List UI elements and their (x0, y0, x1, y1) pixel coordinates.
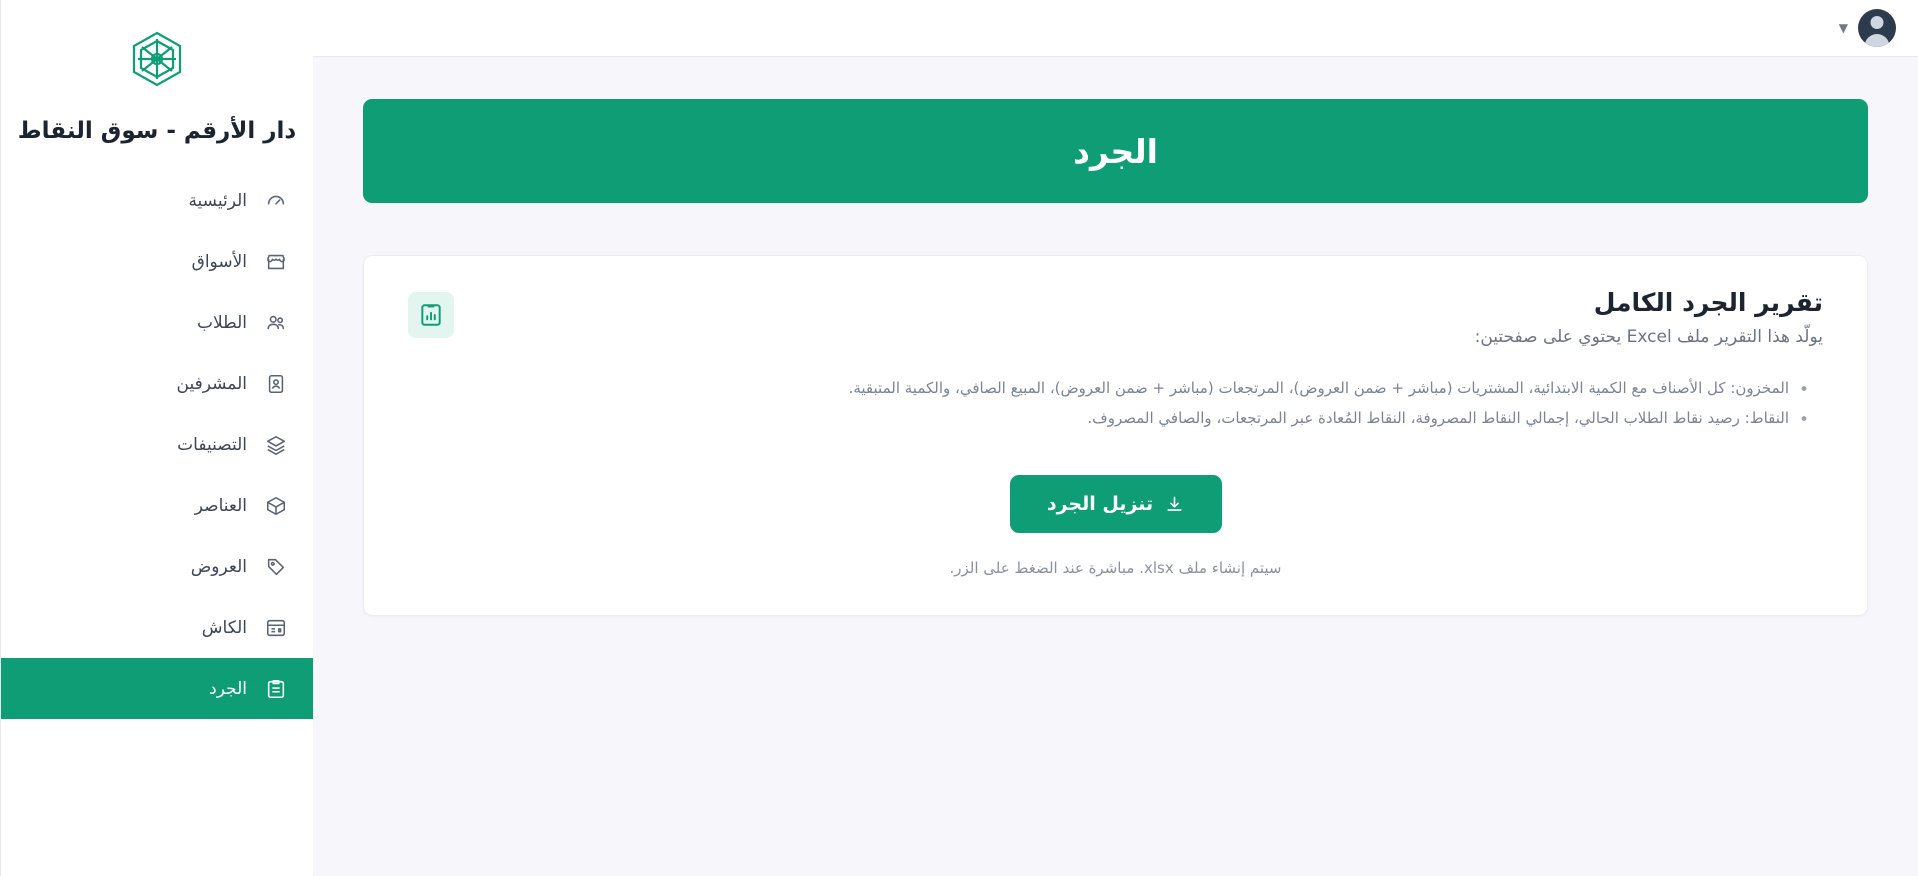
user-menu[interactable] (1839, 9, 1896, 47)
topbar (313, 0, 1918, 57)
list-item: • المخزون: كل الأصناف مع الكمية الابتدائية، المشتريات (مباشر + ضمن العروض)، المرتجعات (مباشر + ضمن العروض)، المبيع الصافي، والكمية المتبقية. (408, 373, 1789, 403)
supervisor-icon (263, 371, 289, 397)
page-title: الجرد (363, 99, 1868, 203)
card-subtitle: يولّد هذا التقرير ملف Excel يحتوي على صفحتين: (1474, 327, 1823, 347)
dashboard-icon (263, 188, 289, 214)
sidebar-item-students[interactable] (1, 292, 313, 353)
sidebar-nav (1, 170, 313, 719)
brand-title: دار الأرقم - سوق النقاط (17, 118, 297, 144)
sidebar-item-label: الكاش (201, 617, 247, 638)
list-item: • النقاط: رصيد نقاط الطلاب الحالي، إجمالي النقاط المصروفة، النقاط المُعادة عبر المرتجعات، والصافي المصروف. (408, 403, 1789, 433)
inventory-report-card (363, 255, 1868, 616)
report-details-list (408, 373, 1823, 433)
sidebar-item-cash[interactable] (1, 597, 313, 658)
layers-icon (263, 432, 289, 458)
chevron-down-icon[interactable]: ▼ (1838, 21, 1848, 35)
clipboard-list-icon (263, 676, 289, 702)
sidebar-item-items[interactable] (1, 475, 313, 536)
download-button-label: تنزيل الجرد (1046, 493, 1154, 515)
download-button-wrap (408, 475, 1823, 533)
sidebar-item-supervisors[interactable] (1, 353, 313, 414)
card-header (408, 288, 1823, 347)
download-icon (1165, 495, 1184, 514)
page-content (313, 57, 1918, 876)
sidebar-item-label: الطلاب (197, 312, 247, 333)
card-title: تقرير الجرد الكامل (1593, 288, 1823, 317)
cash-register-icon (263, 615, 289, 641)
sidebar-item-label: العناصر (194, 495, 247, 516)
download-note: سيتم إنشاء ملف xlsx. مباشرة عند الضغط على الزر. (949, 559, 1282, 577)
sidebar-item-label: الرئيسية (188, 190, 247, 211)
sidebar (0, 0, 313, 876)
tag-icon (263, 554, 289, 580)
sidebar-item-label: الأسواق (191, 251, 247, 272)
box-icon (263, 493, 289, 519)
sidebar-item-label: العروض (190, 556, 247, 577)
sidebar-item-inventory[interactable] (1, 658, 313, 719)
sidebar-item-markets[interactable] (1, 231, 313, 292)
arabesque-logo-icon (119, 26, 195, 102)
download-inventory-button[interactable] (1010, 475, 1222, 533)
avatar (1858, 9, 1896, 47)
main-area (313, 0, 1918, 876)
sidebar-item-label: المشرفين (176, 373, 247, 394)
sidebar-item-categories[interactable] (1, 414, 313, 475)
card-header-text (474, 288, 1823, 347)
sidebar-item-label: التصنيفات (177, 434, 247, 455)
students-icon (263, 310, 289, 336)
report-chart-icon (408, 292, 454, 338)
brand-logo (1, 26, 313, 102)
sidebar-item-home[interactable] (1, 170, 313, 231)
store-icon (263, 249, 289, 275)
sidebar-item-offers[interactable] (1, 536, 313, 597)
sidebar-item-label: الجرد (209, 678, 247, 699)
